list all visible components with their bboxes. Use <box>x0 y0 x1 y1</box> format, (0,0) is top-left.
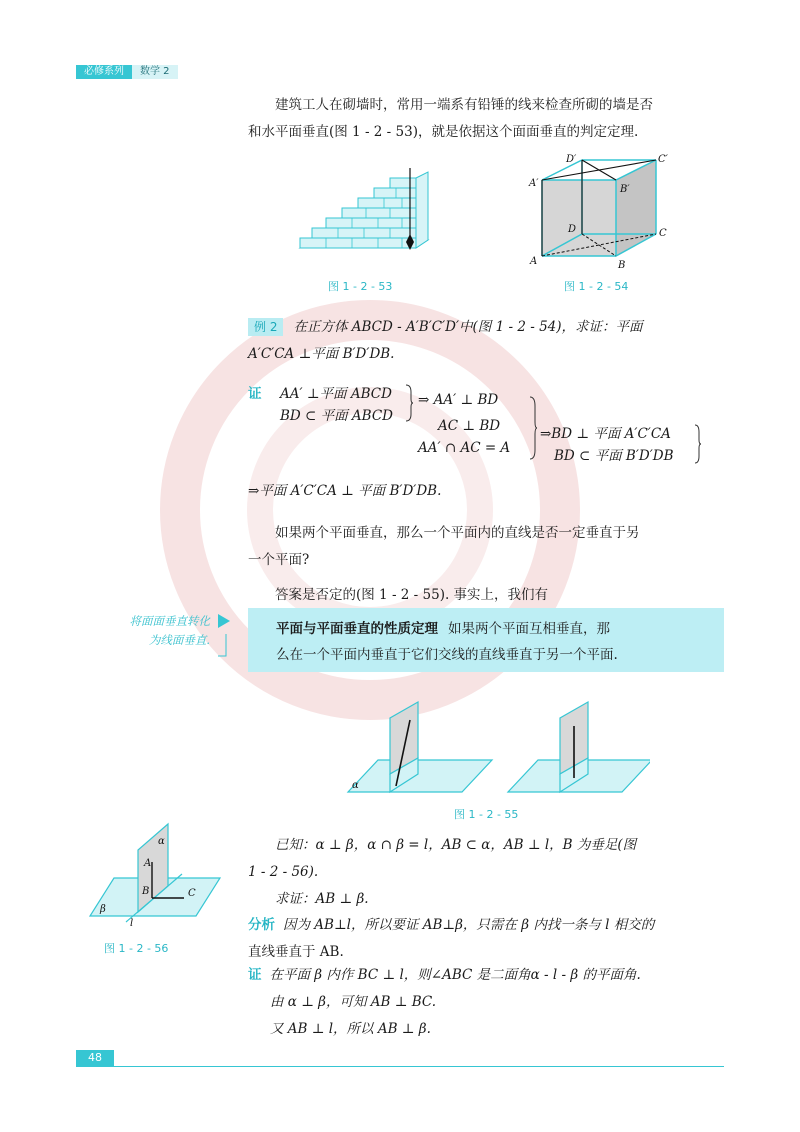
sidenote-line-1: 将面面垂直转化 <box>129 614 210 628</box>
figure-54-caption: 图 1 - 2 - 54 <box>564 280 629 293</box>
theorem-line-1: 如果两个平面互相垂直，那 <box>448 621 610 637</box>
label-b1: B′ <box>620 184 630 195</box>
label-c1: C′ <box>658 154 668 165</box>
figure-53-brick-wall <box>296 168 436 258</box>
sidenote-arrow-icon <box>216 612 236 658</box>
proof-row-4: AC ⊥ BD <box>438 418 501 434</box>
footer-rule <box>76 1066 724 1067</box>
question-line-2: 一个平面? <box>248 552 310 568</box>
example-2 <box>248 314 718 368</box>
theorem-line-2: 么在一个平面内垂直于它们交线的直线垂直于另一个平面. <box>276 647 618 663</box>
intro-line-2: 和水平面垂直(图 1 - 2 - 53)，就是依据这个面面垂直的判定定理. <box>248 124 639 140</box>
given-prove: 求证：AB ⊥ β. <box>275 891 369 907</box>
question-paragraph <box>248 520 718 609</box>
sidenote-line-2: 为线面垂直. <box>148 633 210 647</box>
label-a: A <box>530 256 538 267</box>
page-number: 48 <box>76 1050 114 1066</box>
proof-row-2: BD ⊂ 平面 ABCD <box>280 408 394 424</box>
proof-label: 证 <box>248 386 262 402</box>
fig55-alpha-label: α <box>352 780 359 791</box>
brace-1 <box>404 384 414 422</box>
theorem-title: 平面与平面垂直的性质定理 <box>276 621 438 637</box>
proof2-line-1: 在平面 β 内作 BC ⊥ l，则∠ABC 是二面角α - l - β 的平面角. <box>269 967 641 983</box>
proof2-line-2: 由 α ⊥ β，可知 AB ⊥ BC. <box>270 994 437 1010</box>
proof-row-1: AA′ ⊥平面 ABCD <box>280 386 392 402</box>
example-line-1: 在正方体 ABCD - A′B′C′D′中(图 1 - 2 - 54)，求证：平面 <box>293 319 643 335</box>
question-line-1: 如果两个平面垂直，那么一个平面内的直线是否一定垂直于另 <box>275 525 640 541</box>
label-c: C <box>659 228 667 239</box>
series-label: 必修系列 <box>76 65 132 79</box>
proof2-paragraph <box>248 962 718 1043</box>
proof2-line-3: 又 AB ⊥ l，所以 AB ⊥ β. <box>270 1021 431 1037</box>
proof-block <box>248 382 718 472</box>
intro-paragraph <box>248 92 718 146</box>
figure-53-caption: 图 1 - 2 - 53 <box>328 280 393 293</box>
analysis-line-2: 直线垂直于 AB. <box>248 944 344 960</box>
example-tag: 例 2 <box>248 318 283 336</box>
proof-row-3: ⇒ AA′ ⊥ BD <box>418 392 499 408</box>
label-b: B <box>618 260 626 270</box>
brace-3 <box>694 424 702 464</box>
figure-54-cube <box>528 150 678 270</box>
fig56-l: l <box>130 918 134 929</box>
label-d1: D′ <box>566 154 577 165</box>
theorem-box <box>248 608 724 672</box>
fig56-beta: β <box>100 904 106 915</box>
proof-conclusion: ⇒平面 A′C′CA ⊥ 平面 B′D′DB. <box>248 483 442 499</box>
figure-55-planes <box>330 700 650 800</box>
label-a1: A′ <box>529 178 539 189</box>
figure-56-planes <box>86 822 226 932</box>
running-header <box>76 65 178 79</box>
given-line-1: 已知：α ⊥ β，α ∩ β = l，AB ⊂ α，AB ⊥ l，B 为垂足(图 <box>275 837 637 853</box>
fig56-c: C <box>188 888 196 899</box>
given-line-2: 1 - 2 - 56). <box>248 864 319 880</box>
intro-line-1: 建筑工人在砌墙时，常用一端系有铅锤的线来检查所砌的墙是否 <box>275 97 653 113</box>
given-paragraph <box>248 832 718 913</box>
example-line-2: A′C′CA ⊥平面 B′D′DB. <box>248 346 395 362</box>
question-answer: 答案是否定的(图 1 - 2 - 55). 事实上，我们有 <box>275 587 549 603</box>
analysis-paragraph <box>248 912 718 966</box>
brace-2 <box>528 396 538 460</box>
proof-row-7: BD ⊂ 平面 B′D′DB <box>554 448 674 464</box>
label-d: D <box>568 224 577 235</box>
proof-row-6: ⇒BD ⊥ 平面 A′C′CA <box>540 426 671 442</box>
fig56-a: A <box>144 858 152 869</box>
analysis-label: 分析 <box>248 917 275 933</box>
fig56-alpha: α <box>158 836 165 847</box>
proof2-label: 证 <box>248 967 262 983</box>
analysis-line-1: 因为 AB⊥l，所以要证 AB⊥β，只需在 β 内找一条与 l 相交的 <box>283 917 655 933</box>
fig56-b: B <box>142 886 150 897</box>
proof-row-5: AA′ ∩ AC = A <box>418 440 511 456</box>
figure-56-caption: 图 1 - 2 - 56 <box>104 942 169 955</box>
sidenote <box>80 612 210 650</box>
book-label: 数学 2 <box>132 65 178 79</box>
figure-55-caption: 图 1 - 2 - 55 <box>454 808 519 821</box>
